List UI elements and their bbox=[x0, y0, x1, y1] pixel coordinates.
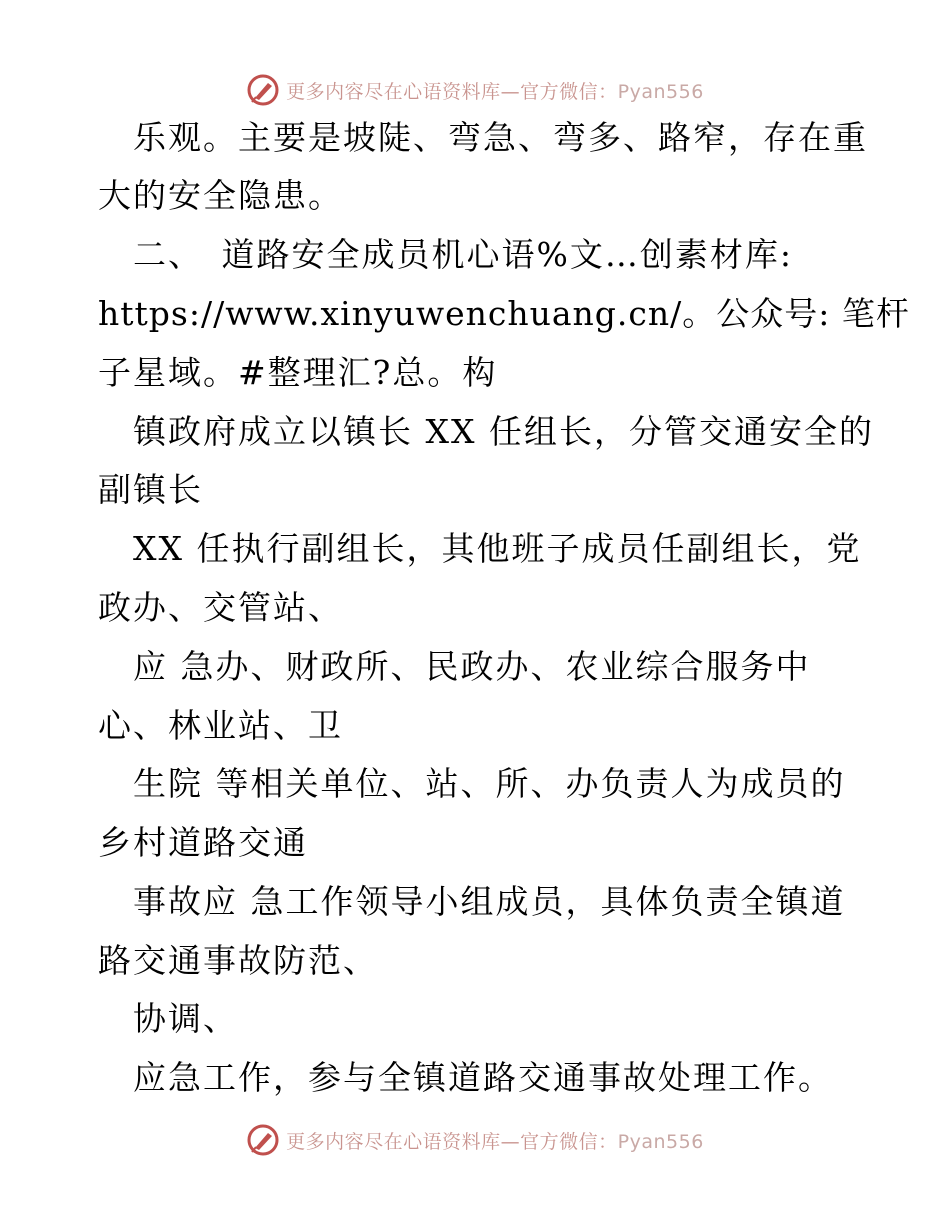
text-line: XX 任执行副组长，其他班子成员任副组长，党 bbox=[98, 529, 862, 568]
footer-watermark-text: 更多内容尽在心语资料库—官方微信：Pyan556 bbox=[286, 1130, 704, 1153]
text-line: 乐观。主要是坡陡、弯急、弯多、路窄，存在重 bbox=[98, 118, 868, 157]
quill-logo-icon bbox=[246, 1123, 280, 1157]
text-line: 协调、 bbox=[98, 999, 238, 1038]
text-line: 镇政府成立以镇长 XX 任组长，分管交通安全的 bbox=[98, 412, 874, 451]
quill-logo-icon bbox=[246, 73, 280, 107]
text-line: 乡村道路交通 bbox=[98, 823, 308, 862]
footer-watermark-banner bbox=[0, 1120, 950, 1160]
text-line: 副镇长 bbox=[98, 470, 203, 509]
header-watermark-banner bbox=[0, 70, 950, 110]
text-line: 大的安全隐患。 bbox=[98, 176, 343, 215]
text-line: 子星域。#整理汇?总。构 bbox=[98, 353, 498, 392]
text-line: 生院 等相关单位、站、所、办负责人为成员的 bbox=[98, 764, 846, 803]
text-line: 政办、交管站、 bbox=[98, 588, 343, 627]
text-line: 心、林业站、卫 bbox=[98, 706, 343, 745]
header-watermark-text: 更多内容尽在心语资料库—官方微信：Pyan556 bbox=[286, 80, 704, 103]
text-line: 事故应 急工作领导小组成员，具体负责全镇道 bbox=[98, 882, 846, 921]
text-line: 应急工作，参与全镇道路交通事故处理工作。 bbox=[98, 1058, 833, 1097]
text-line: https://www.xinyuwenchuang.cn/。公众号: 笔杆 bbox=[98, 294, 910, 333]
text-line: 二、 道路安全成员机心语%文…创素材库: bbox=[98, 235, 793, 274]
text-line: 应 急办、财政所、民政办、农业综合服务中 bbox=[98, 647, 811, 686]
text-line: 路交通事故防范、 bbox=[98, 941, 378, 980]
